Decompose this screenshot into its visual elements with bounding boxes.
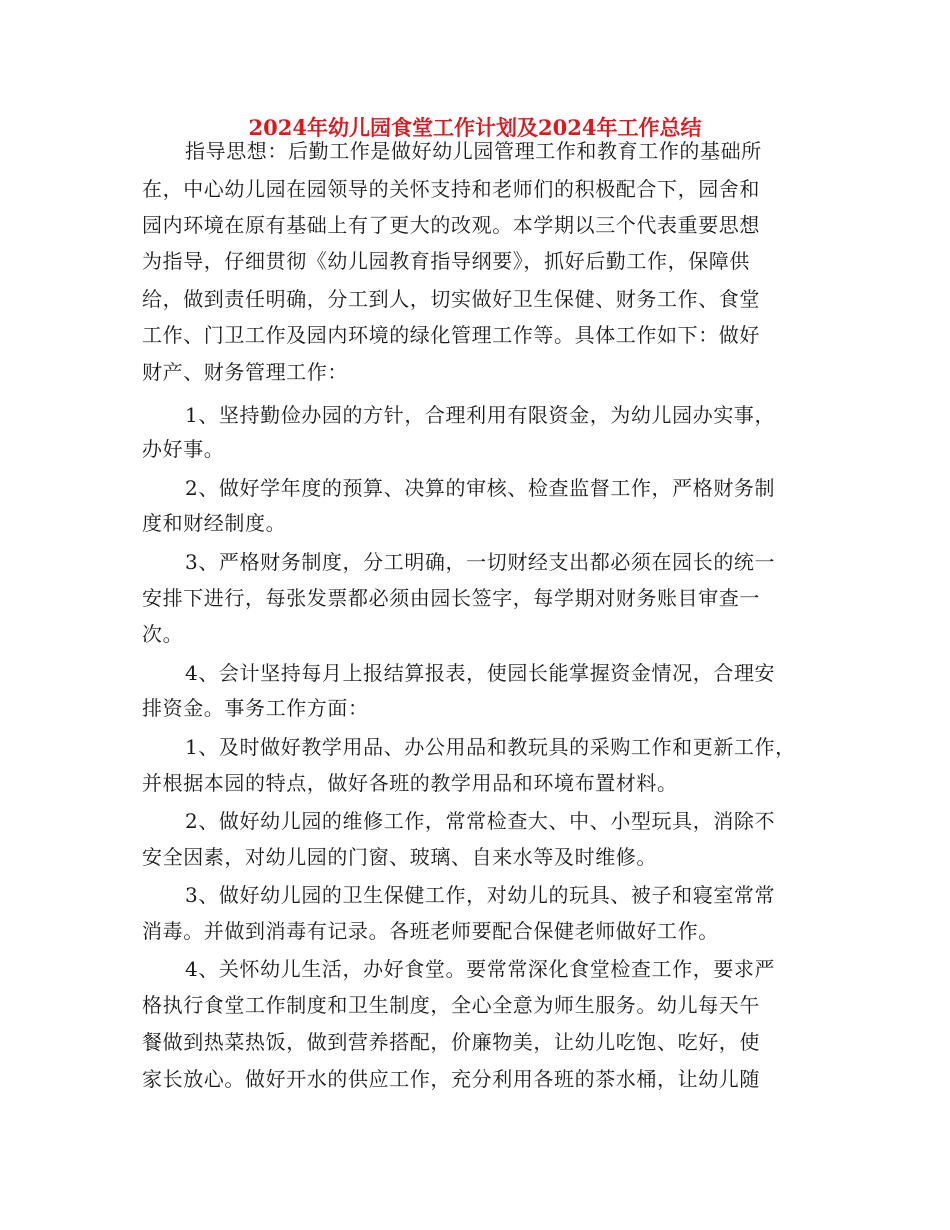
paragraph-line: 指导思想：后勤工作是做好幼儿园管理工作和教育工作的基础所 [185, 139, 762, 163]
paragraph-line: 度和财经制度。 [142, 511, 287, 535]
paragraph-line: 次。 [142, 622, 184, 646]
paragraph-line: 2、做好学年度的预算、决算的审核、检查监督工作，严格财务制 [185, 476, 776, 500]
paragraph-line: 1、及时做好教学用品、办公用品和教玩具的采购工作和更新工作， [185, 735, 796, 759]
paragraph-line: 工作、门卫工作及园内环境的绿化管理工作等。具体工作如下：做好 [142, 323, 760, 347]
document-title: 2024年幼儿园食堂工作计划及2024年工作总结 [248, 115, 702, 140]
paragraph-line: 餐做到热菜热饭，做到营养搭配，价廉物美，让幼儿吃饱、吃好，使 [142, 1030, 760, 1054]
paragraph-line: 园内环境在原有基础上有了更大的改观。本学期以三个代表重要思想 [142, 213, 760, 237]
paragraph-line: 4、关怀幼儿生活，办好食堂。要常常深化食堂检查工作，要求严 [185, 957, 776, 981]
paragraph-line: 安全因素，对幼儿园的门窗、玻璃、自来水等及时维修。 [142, 845, 657, 869]
paragraph-line: 给，做到责任明确，分工到人，切实做好卫生保健、财务工作、食堂 [142, 287, 760, 311]
paragraph-line: 消毒。并做到消毒有记录。各班老师要配合保健老师做好工作。 [142, 919, 719, 943]
paragraph-line: 1、坚持勤俭办园的方针，合理利用有限资金，为幼儿园办实事， [185, 403, 776, 427]
paragraph-line: 办好事。 [142, 437, 225, 461]
paragraph-line: 并根据本园的特点，做好各班的教学用品和环境布置材料。 [142, 771, 678, 795]
paragraph-line: 排资金。事务工作方面： [142, 696, 369, 720]
paragraph-line: 2、做好幼儿园的维修工作，常常检查大、中、小型玩具，消除不 [185, 809, 776, 833]
paragraph-line: 4、会计坚持每月上报结算报表，使园长能掌握资金情况，合理安 [185, 661, 776, 685]
paragraph-line: 3、做好幼儿园的卫生保健工作，对幼儿的玩具、被子和寝室常常 [185, 883, 776, 907]
paragraph-line: 在，中心幼儿园在园领导的关怀支持和老师们的积极配合下，园舍和 [142, 177, 760, 201]
paragraph-line: 安排下进行，每张发票都必须由园长签字，每学期对财务账目审查一 [142, 586, 760, 610]
paragraph-line: 家长放心。做好开水的供应工作，充分利用各班的茶水桶，让幼儿随 [142, 1067, 760, 1091]
paragraph-line: 财产、财务管理工作： [142, 360, 348, 384]
paragraph-line: 格执行食堂工作制度和卫生制度，全心全意为师生服务。幼儿每天午 [142, 993, 760, 1017]
paragraph-line: 3、严格财务制度，分工明确，一切财经支出都必须在园长的统一 [185, 550, 776, 574]
paragraph-line: 为指导，仔细贯彻《幼儿园教育指导纲要》，抓好后勤工作，保障供 [142, 249, 750, 273]
